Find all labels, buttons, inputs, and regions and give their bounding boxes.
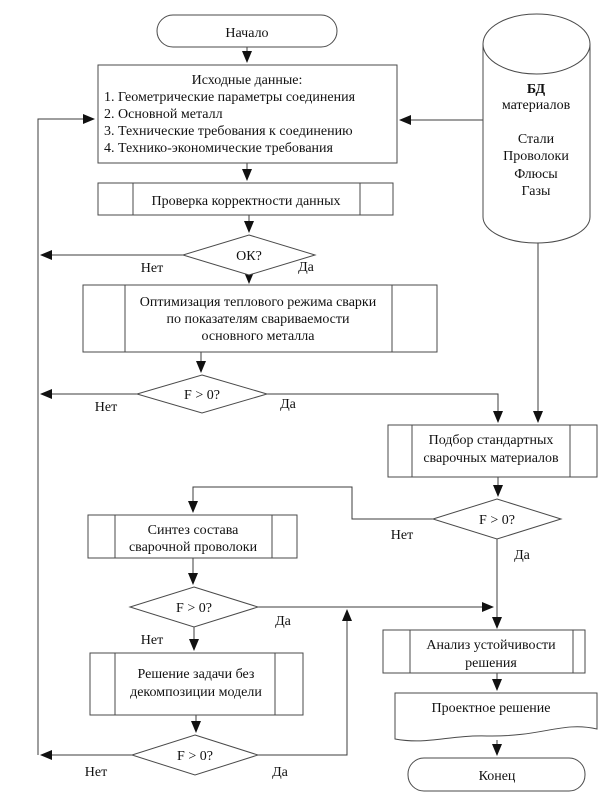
node-f-decision-1 xyxy=(137,375,267,413)
node-f-decision-3 xyxy=(130,587,258,627)
stability-analysis-line-2: решения xyxy=(465,656,517,671)
label-f2-yes: Да xyxy=(514,548,530,563)
thermal-optimization-line-2: по показателям свариваемости xyxy=(166,312,350,327)
no-decomposition-line-1: Решение задачи без xyxy=(137,667,255,682)
node-materials-db xyxy=(483,14,590,243)
db-item-wires: Проволоки xyxy=(503,149,569,164)
edge-feedback-to-initial xyxy=(38,119,94,755)
f4-label: F > 0? xyxy=(177,749,213,764)
label-f4-no: Нет xyxy=(84,765,108,780)
wire-synthesis-line-1: Синтез состава xyxy=(147,523,239,538)
node-no-decomposition-solution xyxy=(90,653,303,715)
label-f1-no: Нет xyxy=(94,400,118,415)
db-cylinder-top xyxy=(483,14,590,74)
label-f1-yes: Да xyxy=(280,397,296,412)
thermal-optimization-line-3: основного металла xyxy=(201,329,315,344)
node-thermal-optimization xyxy=(83,285,437,352)
db-item-gases: Газы xyxy=(521,184,551,199)
initial-data-item-3: 3. Технические требования к соединению xyxy=(104,124,353,139)
initial-data-item-2: 2. Основной металл xyxy=(104,107,223,122)
no-decomposition-line-2: декомпозиции модели xyxy=(130,685,262,700)
materials-selection-line-1: Подбор стандартных xyxy=(428,433,554,448)
no-decomposition-box xyxy=(90,653,303,715)
node-initial-data xyxy=(98,65,397,163)
node-stability-analysis xyxy=(383,630,585,673)
node-f-decision-2 xyxy=(433,499,561,539)
design-solution-label: Проектное решение xyxy=(431,701,551,716)
f2-label: F > 0? xyxy=(479,513,515,528)
f3-label: F > 0? xyxy=(176,601,212,616)
label-f4-yes: Да xyxy=(272,765,288,780)
thermal-optimization-line-1: Оптимизация теплового режима сварки xyxy=(139,295,377,310)
label-ok-yes: Да xyxy=(298,260,314,275)
label-f3-no: Нет xyxy=(140,633,164,648)
end-label: Конец xyxy=(478,769,516,784)
initial-data-item-1: 1. Геометрические параметры соединения xyxy=(104,90,356,105)
initial-data-item-4: 4. Технико-экономические требования xyxy=(104,141,333,156)
node-end xyxy=(408,758,585,791)
stability-analysis-line-1: Анализ устойчивости xyxy=(426,638,556,653)
db-title: БД xyxy=(526,82,546,97)
edge-f2-no xyxy=(193,487,433,519)
node-data-check xyxy=(98,183,393,215)
edge-f1-yes xyxy=(267,394,498,422)
db-item-fluxes: Флюсы xyxy=(514,167,558,182)
node-wire-synthesis xyxy=(88,515,297,558)
label-f2-no: Нет xyxy=(390,528,414,543)
label-f3-yes: Да xyxy=(275,614,291,629)
label-ok-no: Нет xyxy=(140,261,164,276)
f1-label: F > 0? xyxy=(184,388,220,403)
db-item-steels: Стали xyxy=(517,132,555,147)
materials-selection-line-2: сварочных материалов xyxy=(423,451,559,466)
db-subtitle: материалов xyxy=(501,98,571,113)
node-ok-decision xyxy=(183,235,315,275)
node-start xyxy=(157,15,337,47)
wire-synthesis-line-2: сварочной проволоки xyxy=(128,540,258,555)
initial-data-title: Исходные данные: xyxy=(191,73,303,88)
ok-label: ОК? xyxy=(236,249,262,264)
start-label: Начало xyxy=(225,26,269,41)
node-f-decision-4 xyxy=(132,735,258,775)
data-check-label: Проверка корректности данных xyxy=(151,194,341,209)
node-materials-selection xyxy=(388,425,597,477)
node-design-solution xyxy=(395,693,597,741)
